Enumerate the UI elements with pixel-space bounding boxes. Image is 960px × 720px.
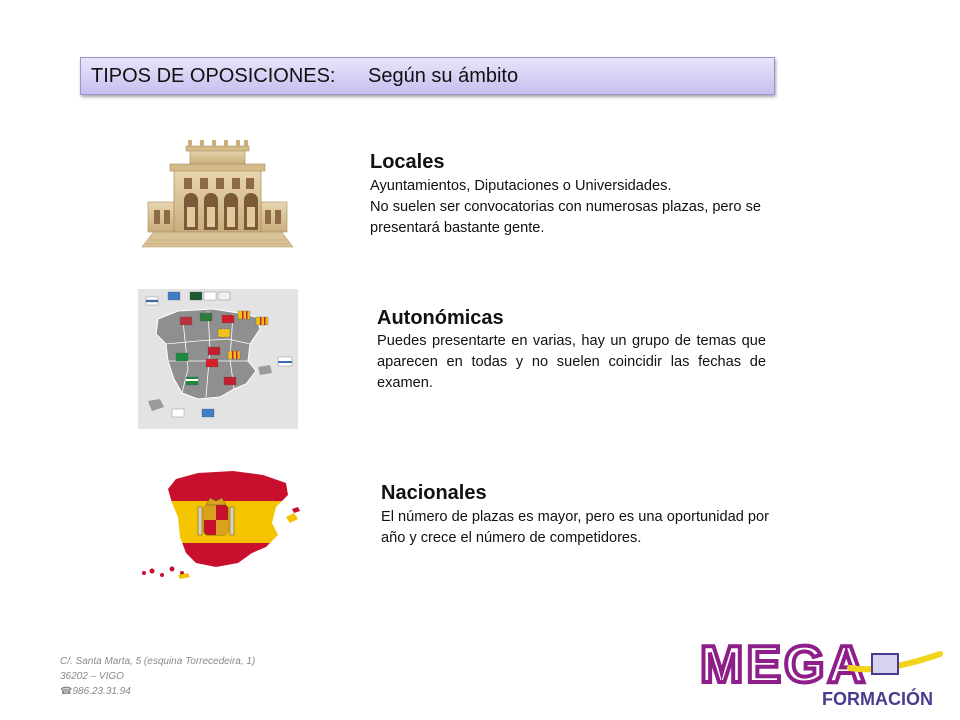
- footer-phone-line: [60, 684, 255, 699]
- page-subtitle: Según su ámbito: [368, 65, 519, 87]
- section-text-nacionales: El número de plazas es mayor, pero es una oportunidad por año y crece el número de competidores.: [381, 509, 769, 546]
- header-bar: [80, 57, 775, 95]
- spain-flag-map-image: [138, 465, 303, 583]
- footer-address: C/. Santa Marta, 5 (esquina Torrecedeira, 1): [60, 656, 256, 667]
- footer-phone: 986.23.31.94: [72, 686, 131, 697]
- footer-address-block: [60, 654, 255, 699]
- mega-formacion-logo: [700, 640, 950, 715]
- town-hall-image: [140, 132, 295, 250]
- section-line-locales-1: Ayuntamientos, Diputaciones o Universidades.: [370, 178, 672, 194]
- section-title-nacionales: Nacionales: [381, 482, 487, 504]
- logo-brand: MEGA: [700, 640, 868, 694]
- section-text-locales: [370, 176, 770, 239]
- regions-map-image: [138, 289, 298, 429]
- logo-tagline: FORMACIÓN: [822, 689, 933, 709]
- section-title-autonomicas: Autonómicas: [377, 307, 504, 329]
- page-title: TIPOS DE OPOSICIONES:: [91, 65, 336, 87]
- section-title-locales: Locales: [370, 151, 445, 173]
- footer-city: 36202 – VIGO: [60, 671, 124, 682]
- phone-icon: ☎: [60, 686, 73, 697]
- section-line-locales-2: No suelen ser convocatorias con numerosas plazas, pero se presentará bastante gente.: [370, 199, 761, 236]
- section-text-autonomicas: Puedes presentarte en varias, hay un grupo de temas que aparecen en todas y no suelen coincidir las fechas de examen.: [377, 333, 766, 391]
